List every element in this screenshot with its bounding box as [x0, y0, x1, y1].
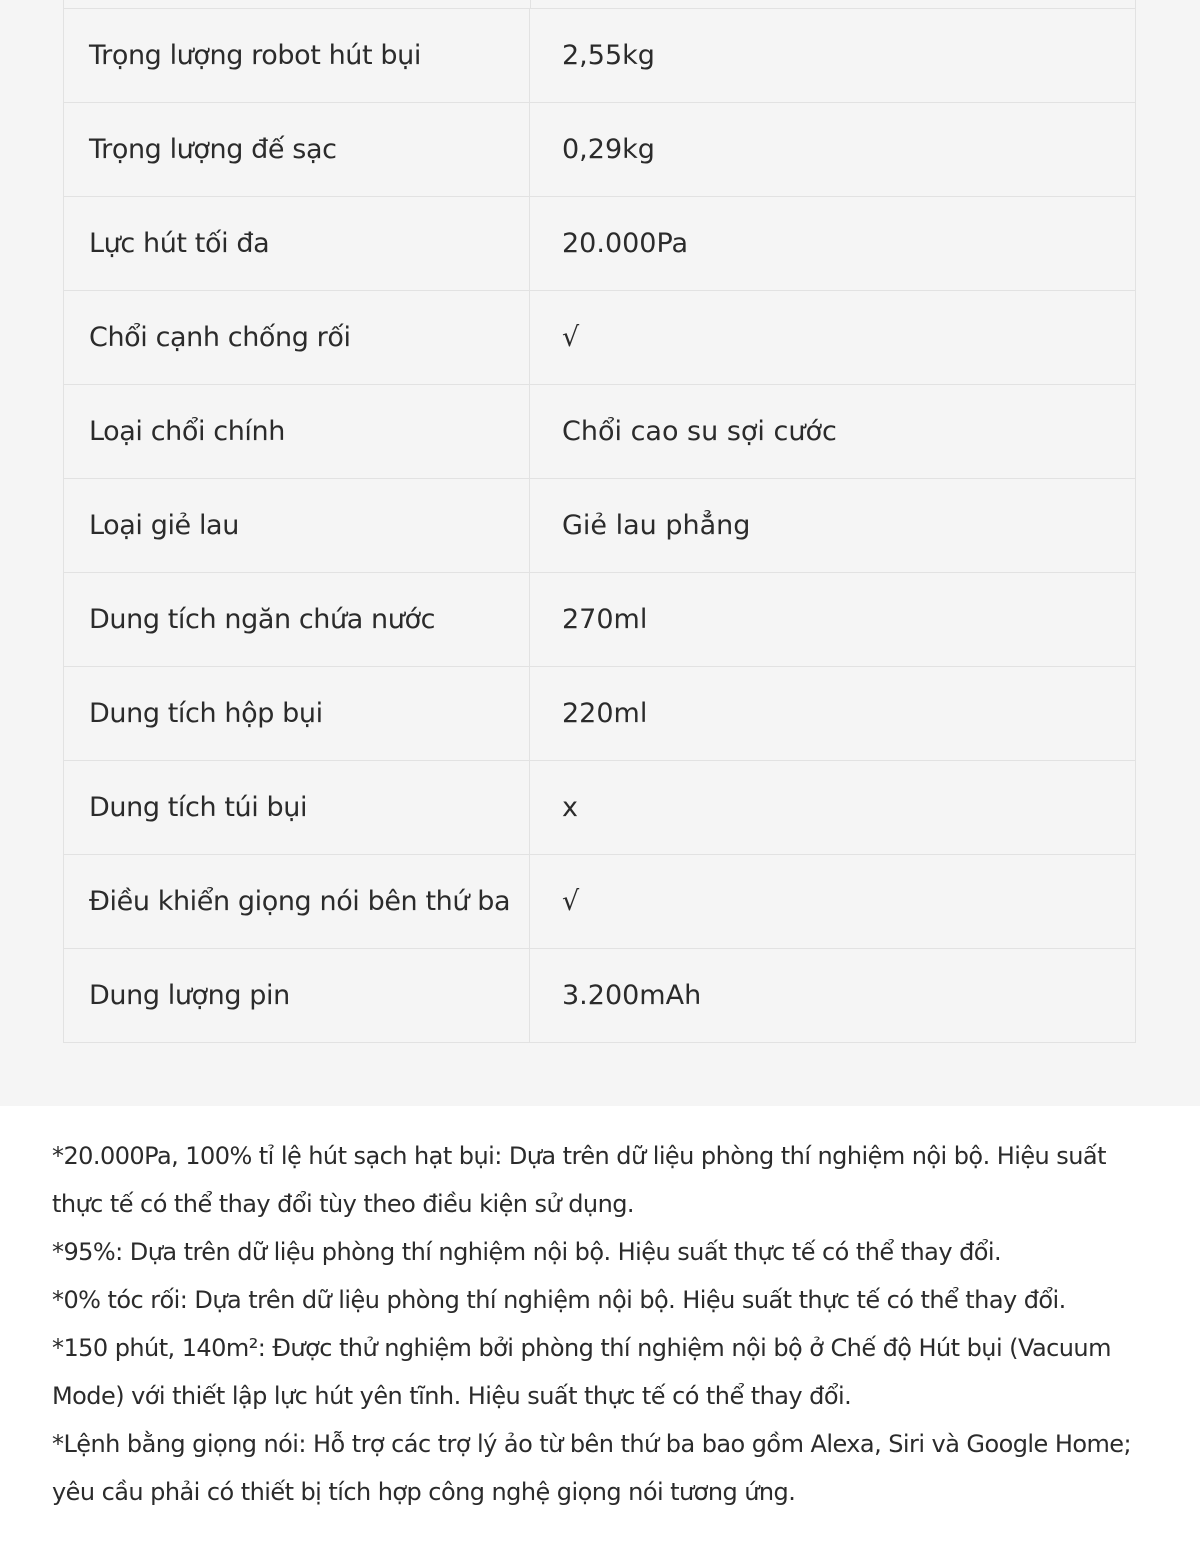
spec-value: Giẻ lau phẳng: [530, 479, 1136, 573]
spec-table: [63, 8, 1136, 1043]
spec-value: 220ml: [530, 667, 1136, 761]
table-row: [64, 197, 1136, 291]
spec-value: 0,29kg: [530, 103, 1136, 197]
footnotes: [52, 1132, 1152, 1516]
footnote: *Lệnh bằng giọng nói: Hỗ trợ các trợ lý ảo từ bên thứ ba bao gồm Alexa, Siri và Google Home; yêu cầu phải có thiết bị tích hợp công nghệ giọng nói tương ứng.: [52, 1430, 1132, 1506]
table-row: [64, 761, 1136, 855]
spec-label: Dung tích ngăn chứa nước: [64, 573, 530, 667]
spec-label: Trọng lượng đế sạc: [64, 103, 530, 197]
footnote: *95%: Dựa trên dữ liệu phòng thí nghiệm nội bộ. Hiệu suất thực tế có thể thay đổi.: [52, 1238, 1002, 1266]
table-row: [64, 385, 1136, 479]
table-row: [64, 949, 1136, 1043]
check-mark: √: [530, 291, 1136, 385]
spec-label: Dung lượng pin: [64, 949, 530, 1043]
footnote: *0% tóc rối: Dựa trên dữ liệu phòng thí nghiệm nội bộ. Hiệu suất thực tế có thể thay đổi.: [52, 1286, 1066, 1314]
check-mark: √: [530, 855, 1136, 949]
table-row: [64, 103, 1136, 197]
footnote: *20.000Pa, 100% tỉ lệ hút sạch hạt bụi: Dựa trên dữ liệu phòng thí nghiệm nội bộ. Hiệu suất thực tế có thể thay đổi tùy theo điều kiện sử dụng.: [52, 1142, 1106, 1218]
footnote: *150 phút, 140m²: Được thử nghiệm bởi phòng thí nghiệm nội bộ ở Chế độ Hút bụi (Vacuum Mode) với thiết lập lực hút yên tĩnh. Hiệu suất thực tế có thể thay đổi.: [52, 1334, 1111, 1410]
table-row: [64, 9, 1136, 103]
spec-label: Chổi cạnh chống rối: [64, 291, 530, 385]
table-row: [64, 573, 1136, 667]
spec-label: Loại giẻ lau: [64, 479, 530, 573]
spec-label: Điều khiển giọng nói bên thứ ba: [64, 855, 530, 949]
spec-value: 3.200mAh: [530, 949, 1136, 1043]
spec-value: 270ml: [530, 573, 1136, 667]
table-row: [64, 855, 1136, 949]
spec-value: 20.000Pa: [530, 197, 1136, 291]
spec-label: Trọng lượng robot hút bụi: [64, 9, 530, 103]
table-row: [64, 667, 1136, 761]
table-row: [64, 479, 1136, 573]
spec-label: Dung tích túi bụi: [64, 761, 530, 855]
spec-label: Dung tích hộp bụi: [64, 667, 530, 761]
spec-value: 2,55kg: [530, 9, 1136, 103]
spec-label: Loại chổi chính: [64, 385, 530, 479]
table-row: [64, 291, 1136, 385]
spec-value: Chổi cao su sợi cước: [530, 385, 1136, 479]
spec-label: Lực hút tối đa: [64, 197, 530, 291]
table-top-edge: [63, 0, 1136, 8]
cross-mark: x: [530, 761, 1136, 855]
